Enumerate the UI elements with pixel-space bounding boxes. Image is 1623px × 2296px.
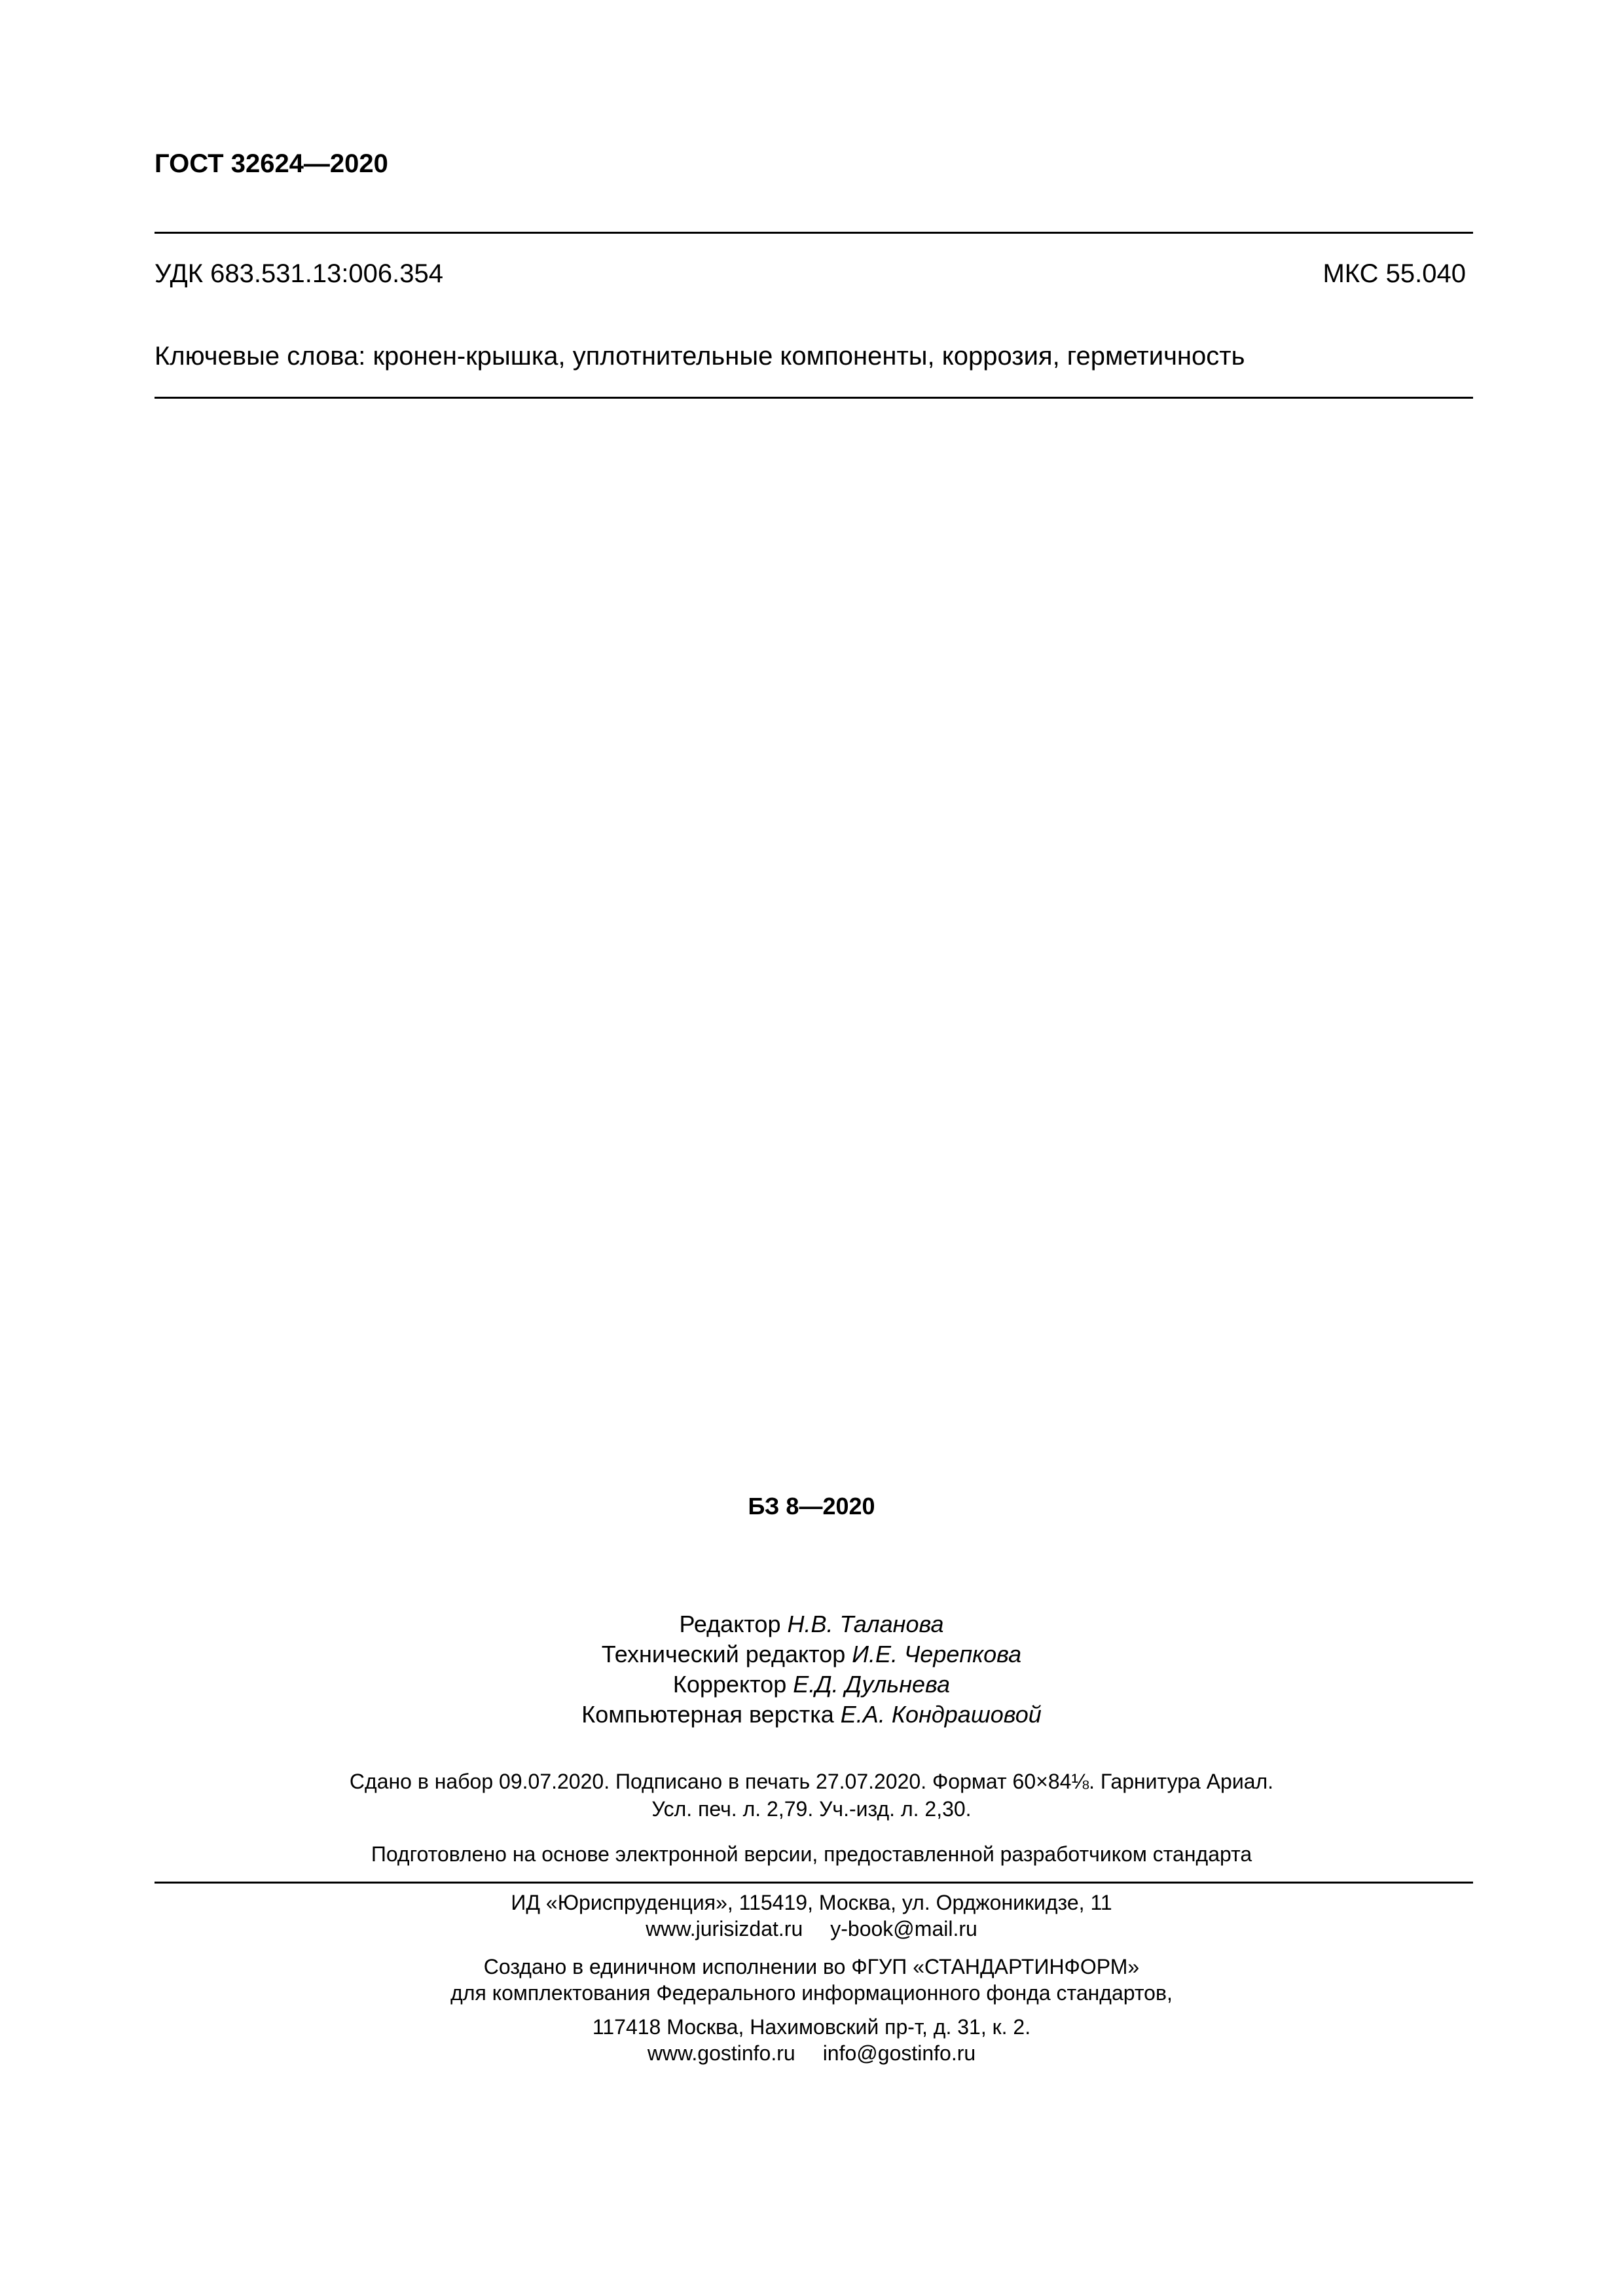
address-block bbox=[0, 2014, 1623, 2066]
publisher-email-link[interactable]: y-book@mail.ru bbox=[830, 1917, 977, 1941]
keywords-line: Ключевые слова: кронен-крышка, уплотнительные компоненты, коррозия, герметичность bbox=[155, 342, 1245, 371]
credit-editor bbox=[0, 1609, 1623, 1639]
credit-name: Е.А. Кондрашовой bbox=[840, 1701, 1042, 1728]
publisher-divider bbox=[155, 1882, 1473, 1884]
print-info-line1: Сдано в набор 09.07.2020. Подписано в печать 27.07.2020. Формат 60×84⅛. Гарнитура Ариал. bbox=[349, 1770, 1274, 1793]
top-divider bbox=[155, 232, 1473, 234]
credit-role: Технический редактор bbox=[601, 1641, 846, 1667]
gostinfo-website-link[interactable]: www.gostinfo.ru bbox=[647, 2041, 795, 2065]
gostinfo-email-link[interactable]: info@gostinfo.ru bbox=[822, 2041, 976, 2065]
publisher-line: ИД «Юриспруденция», 115419, Москва, ул. Орджоникидзе, 11 bbox=[511, 1891, 1112, 1914]
credit-role: Компьютерная верстка bbox=[581, 1701, 834, 1728]
publisher-contacts bbox=[0, 1916, 1623, 1942]
credit-tech-editor bbox=[0, 1639, 1623, 1669]
prepared-note: Подготовлено на основе электронной версии, предоставленной разработчиком стандарта bbox=[371, 1842, 1252, 1866]
credit-layout bbox=[0, 1700, 1623, 1730]
mks-code: МКС 55.040 bbox=[1322, 259, 1466, 288]
print-info-line2: Усл. печ. л. 2,79. Уч.-изд. л. 2,30. bbox=[651, 1797, 972, 1821]
publisher-block bbox=[0, 1889, 1623, 1942]
udk-code: УДК 683.531.13:006.354 bbox=[155, 259, 444, 288]
created-line1: Создано в единичном исполнении во ФГУП «СТАНДАРТИНФОРМ» bbox=[483, 1955, 1140, 1978]
credit-proofreader bbox=[0, 1669, 1623, 1700]
created-block bbox=[0, 1954, 1623, 2006]
keywords-divider bbox=[155, 397, 1473, 399]
credit-role: Редактор bbox=[679, 1611, 781, 1637]
address-line: 117418 Москва, Нахимовский пр-т, д. 31, к. 2. bbox=[592, 2015, 1031, 2039]
credit-name: Е.Д. Дульнева bbox=[793, 1671, 951, 1698]
standard-code: ГОСТ 32624—2020 bbox=[155, 149, 388, 178]
credits-block bbox=[0, 1609, 1623, 1730]
bz-number: БЗ 8—2020 bbox=[748, 1493, 875, 1520]
credit-role: Корректор bbox=[672, 1671, 787, 1698]
credit-name: И.Е. Черепкова bbox=[852, 1641, 1022, 1667]
publisher-website-link[interactable]: www.jurisizdat.ru bbox=[646, 1917, 803, 1941]
print-info bbox=[0, 1768, 1623, 1823]
address-contacts bbox=[0, 2040, 1623, 2066]
credit-name: Н.В. Таланова bbox=[787, 1611, 944, 1637]
created-line2: для комплектования Федерального информационного фонда стандартов, bbox=[450, 1981, 1173, 2005]
